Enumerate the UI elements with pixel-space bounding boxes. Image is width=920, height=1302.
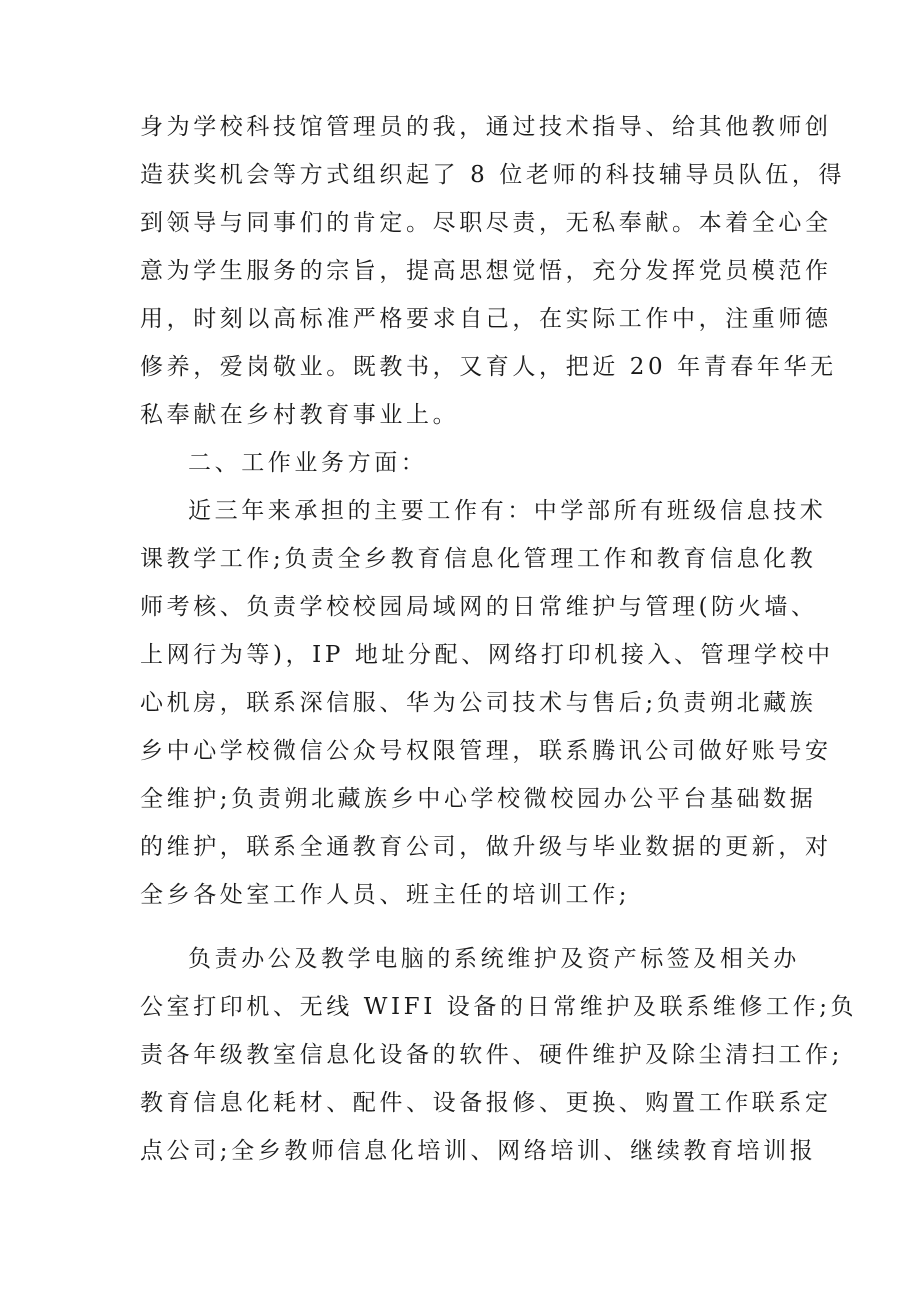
- text-line: 上网行为等)，IP 地址分配、网络打印机接入、管理学校中: [140, 642, 834, 668]
- paragraph-3: [140, 935, 858, 1175]
- text-line: 到领导与同事们的肯定。尽职尽责，无私奉献。本着全心全: [140, 210, 832, 236]
- text-line: 近三年来承担的主要工作有：中学部所有班级信息技术: [188, 498, 827, 524]
- text-line: 心机房，联系深信服、华为公司技术与售后;负责朔北藏族: [140, 690, 817, 716]
- text-line: 身为学校科技馆管理员的我，通过技术指导、给其他教师创: [140, 114, 832, 140]
- document-body: [140, 103, 858, 1175]
- paragraph-spacer: [140, 919, 780, 935]
- paragraph-1: [140, 103, 846, 439]
- text-line: 修养，爱岗敬业。既教书，又育人，把近 20 年青春年华无: [140, 354, 837, 380]
- section-heading: 二、工作业务方面：: [188, 450, 428, 476]
- text-line: 点公司;全乡教师信息化培训、网络培训、继续教育培训报: [140, 1138, 817, 1164]
- text-line: 意为学生服务的宗旨，提高思想觉悟，充分发挥党员模范作: [140, 258, 832, 284]
- text-line: 课教学工作;负责全乡教育信息化管理工作和教育信息化教: [140, 546, 817, 572]
- text-line: 负责办公及教学电脑的系统维护及资产标签及相关办: [188, 946, 800, 972]
- text-line: 全乡各处室工作人员、班主任的培训工作;: [140, 882, 631, 908]
- text-line: 造获奖机会等方式组织起了 8 位老师的科技辅导员队伍，得: [140, 162, 846, 188]
- text-line: 乡中心学校微信公众号权限管理，联系腾讯公司做好账号安: [140, 738, 832, 764]
- text-line: 公室打印机、无线 WIFI 设备的日常维护及联系维修工作;负: [140, 994, 858, 1020]
- text-line: 的维护，联系全通教育公司，做升级与毕业数据的更新，对: [140, 834, 832, 860]
- paragraph-2: [140, 487, 834, 919]
- text-line: 教育信息化耗材、配件、设备报修、更换、购置工作联系定: [140, 1090, 832, 1116]
- text-line: 用，时刻以高标准严格要求自己，在实际工作中，注重师德: [140, 306, 832, 332]
- text-line: 全维护;负责朔北藏族乡中心学校微校园办公平台基础数据: [140, 786, 817, 812]
- text-line: 责各年级教室信息化设备的软件、硬件维护及除尘清扫工作;: [140, 1042, 843, 1068]
- text-line: 师考核、负责学校校园局域网的日常维护与管理(防火墙、: [140, 594, 818, 620]
- text-line: 私奉献在乡村教育事业上。: [140, 402, 460, 428]
